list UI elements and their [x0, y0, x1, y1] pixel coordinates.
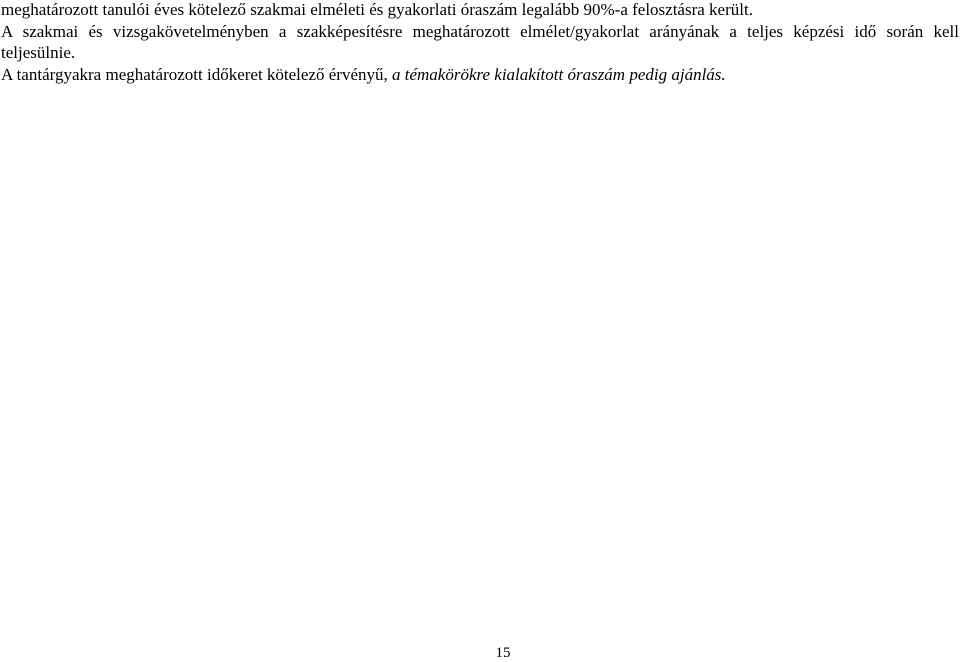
- text-line: meghatározott tanulói éves kötelező szakmai elméleti és gyakorlati óraszám legalább 90%-a felosztásra került.: [1, 0, 753, 19]
- text-italic-part: a témakörökre kialakított óraszám pedig ajánlás.: [392, 64, 726, 84]
- page-number: 15: [495, 645, 511, 661]
- text-normal-part: A tantárgyakra meghatározott időkeret kötelező érvényű,: [1, 64, 392, 84]
- text-line: [1, 64, 959, 86]
- body-text: [1, 0, 959, 85]
- text-line: teljesülnie.: [1, 43, 76, 62]
- text-line: A szakmai és vizsgakövetelményben a szakképesítésre meghatározott elmélet/gyakorlat arányának a teljes képzési idő során kell: [1, 21, 959, 41]
